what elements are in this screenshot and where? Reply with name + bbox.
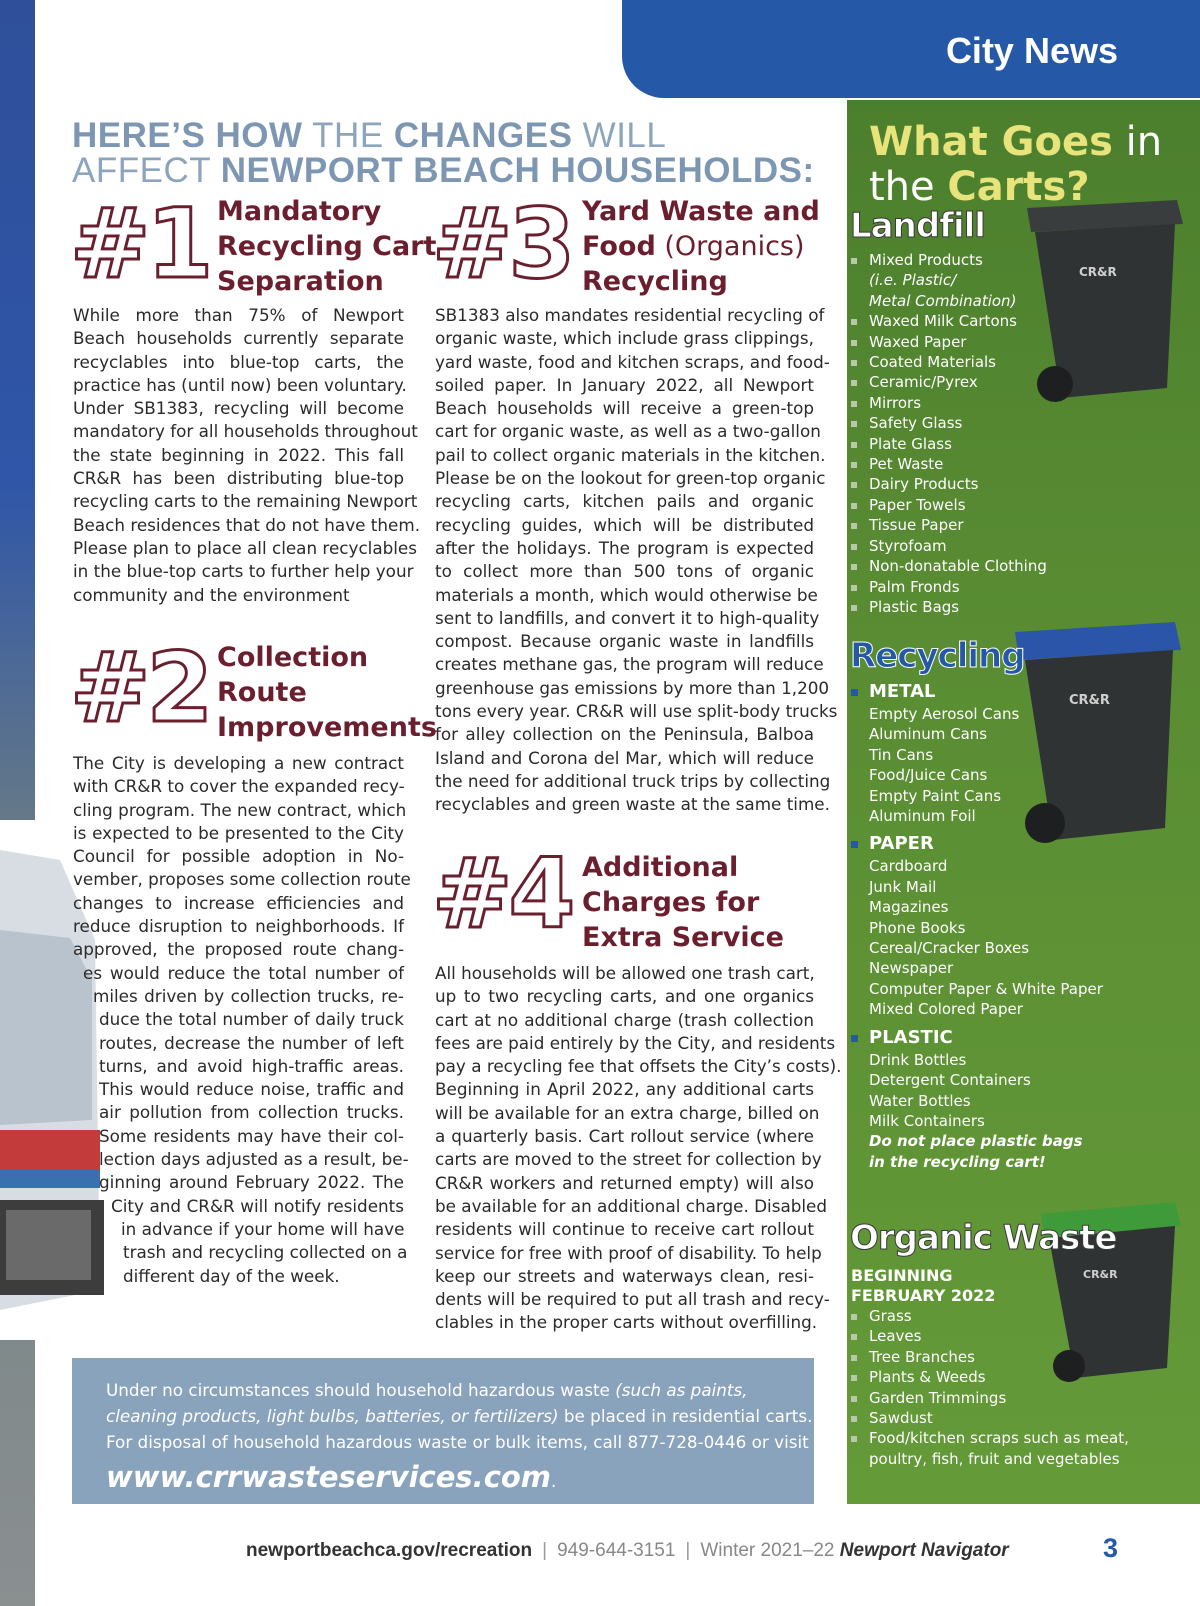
category-subhead [849,832,1103,856]
cart-item-text: Mixed Colored Paper [869,1000,1023,1019]
body-line: recyclables and green waste at the same time. [435,794,830,815]
cart-item-text: Empty Paint Cans [869,786,1002,805]
body-line: routes, decrease the number of left [99,1032,404,1053]
cart-item [849,577,1047,597]
body-line: yard waste, food and kitchen scraps, and food- [435,351,830,372]
left-photo-strip [0,0,35,1606]
bullet-icon [851,442,857,448]
cart-item-text: Ceramic/Pyrex [869,373,978,392]
organic-label: Organic Waste [850,1218,1117,1258]
body-line: miles driven by collection trucks, re- [93,985,404,1006]
bullet-icon [851,564,857,570]
body-line: in advance if your home will have [121,1218,405,1239]
sidebar-title [869,120,1162,210]
cart-item-text: Cardboard [869,857,948,876]
cart-logo: CR&R [1083,1268,1118,1281]
cart-item-text: Metal Combination) [869,291,1017,310]
cart-item [849,1367,1129,1387]
body-line: tons every year. CR&R will use split-body trucks [435,701,838,722]
section-title-1 [217,194,436,299]
body-line: This would reduce noise, traffic and [99,1079,404,1100]
bullet-icon [851,1396,857,1402]
cart-item [849,1347,1129,1367]
headline-part: AFFECT [72,151,221,190]
footer-magazine: Newport Navigator [839,1540,1009,1561]
bullet-icon [851,360,857,366]
category-subhead [849,1026,1103,1050]
cart-item-text: Waxed Paper [869,332,967,351]
body-line: ginning around February 2022. The [99,1172,404,1193]
title-line: Yard Waste and [582,196,820,227]
cart-item [849,495,1047,515]
body-line: Some residents may have their col- [99,1125,404,1146]
title-line: (Organics) [655,231,805,262]
cart-item-text: Water Bottles [869,1091,971,1110]
bullet-icon [851,462,857,468]
cart-item [849,393,1047,413]
bullet-icon [851,1035,858,1042]
body-line: recyclables into blue-top carts, the [73,351,404,372]
section-title-2 [217,640,437,745]
category-subhead [849,680,1103,704]
cart-item [849,291,1047,311]
title-line: Food [582,231,656,262]
body-line: creates methane gas, the program will reduce [435,654,824,675]
page-headline [72,118,832,188]
cart-item [849,786,1103,806]
carts-sidebar [847,100,1200,1504]
bullet-icon [851,544,857,550]
cart-item-text: Milk Containers [869,1111,985,1130]
body-line: pay a recycling fee that offsets the City’s costs). [435,1056,842,1077]
section-title: City News [945,30,1118,71]
cart-item [849,1428,1129,1448]
body-line: compost. Because organic waste in landfills [435,631,814,652]
cart-item-text: Plants & Weeds [869,1368,986,1387]
cart-item-text: Palm Fronds [869,577,960,596]
bullet-icon [851,523,857,529]
body-line: Beach residences that do not have them. [73,514,421,535]
body-line: the need for additional truck trips by collecting [435,770,831,791]
cart-item [849,270,1047,290]
cart-item-text: Dairy Products [869,475,979,494]
bullet-icon [851,689,858,696]
bullet-icon [851,340,857,346]
body-line: up to two recycling carts, and one organics [435,986,814,1007]
cart-item [849,1326,1129,1346]
body-line: es would reduce the total number of [83,962,404,983]
cart-item-text: poultry, fish, fruit and vegetables [869,1449,1120,1468]
body-line: approved, the proposed route chang- [73,939,404,960]
body-line: air pollution from collection trucks. [99,1102,404,1123]
title-line: Mandatory [217,196,382,227]
body-line: changes to increase efficiencies and [73,892,404,913]
title-line: Extra Service [582,922,784,953]
cart-item-text: Tissue Paper [869,516,964,535]
body-line: recycling carts to the remaining Newport [73,491,418,512]
banner-text: (such as paints, [615,1380,748,1400]
cart-item-text: Grass [869,1307,912,1325]
body-line: Under SB1383, recycling will become [73,398,404,419]
bullet-icon [851,585,857,591]
cart-item-text: Cereal/Cracker Boxes [869,939,1030,958]
cart-item [849,515,1047,535]
cart-item [849,745,1103,765]
banner-text: Under no circumstances should household hazardous waste [106,1380,616,1400]
body-line: vember, proposes some collection route [73,869,411,890]
bullet-icon [851,258,857,264]
body-line: different day of the week. [123,1265,340,1286]
sidebar-title-part: What Goes [869,119,1113,165]
body-line: soiled paper. In January 2022, all Newport [435,374,814,395]
body-line: clables in the proper carts without overfilling. [435,1312,818,1333]
cart-item-text: Non-donatable Clothing [869,557,1047,576]
cart-item-text: Aluminum Foil [869,807,976,826]
sidebar-title-part: in [1112,119,1163,165]
cart-item-text: Tin Cans [869,745,934,764]
banner-text: cleaning products, light bulbs, batteries, or fertilizers) [106,1406,559,1426]
title-line: Recycling [582,266,728,297]
organic-start-line: FEBRUARY 2022 [851,1286,996,1305]
cart-item [849,765,1103,785]
body-line: recycling guides, which will be distributed [435,514,814,535]
body-line: to collect more than 500 tons of organic [435,561,814,582]
body-line: All households will be allowed one trash cart, [435,963,815,983]
cart-item [849,979,1103,999]
cart-item [849,724,1103,744]
recycling-list [849,680,1103,1172]
body-line: Beach households will receive a green-top [435,398,814,419]
title-line: Recycling Cart [217,231,437,262]
cart-item-text: Junk Mail [869,877,937,896]
body-line: is expected to be presented to the City [73,822,404,843]
body-line: residents will continue to receive cart rollout [435,1219,814,1240]
bullet-icon [851,1416,857,1422]
cart-item-text: Computer Paper & White Paper [869,979,1103,998]
cart-item [849,311,1047,331]
category-subhead-text: METAL [869,681,936,702]
landfill-list [849,250,1047,617]
bullet-icon [851,319,857,325]
body-line: for alley collection on the Peninsula, Balboa [435,724,814,745]
body-line: keep our streets and waterways clean, resi- [435,1265,814,1286]
cart-item-text: Styrofoam [869,536,947,555]
title-line: Charges for [582,887,760,918]
cart-item [849,372,1047,392]
body-line: Beach households currently separate [73,328,404,349]
body-line: pail to collect organic materials in the kitchen. [435,444,826,465]
banner-text: be placed in residential carts. [558,1406,813,1426]
body-line: materials a month, which would otherwise be [435,584,818,605]
cart-item-text: Coated Materials [869,353,996,372]
bullet-icon [851,380,857,386]
body-line: While more than 75% of Newport [73,305,404,325]
page-number: 3 [1102,1533,1118,1563]
body-line: organic waste, which include grass clippings, [435,328,814,349]
cart-item [849,1050,1103,1070]
section-body-1 [73,304,421,607]
headline-part: WILL [572,116,667,155]
section-number-4: #4 [432,838,572,950]
bullet-icon [851,421,857,427]
footer-url[interactable]: newportbeachca.gov/recreation [246,1540,533,1561]
bullet-icon [851,503,857,509]
cart-item-text: Food/Juice Cans [869,766,988,785]
page-footer [246,1540,1009,1562]
headline-part: HERE’S HOW [72,116,303,155]
cart-item [849,938,1103,958]
cart-item [849,332,1047,352]
section-number-3: #3 [432,188,572,300]
organic-list [849,1306,1129,1469]
title-line: Additional [582,852,739,883]
section-header [622,0,1200,98]
section-body-3 [435,304,838,817]
cart-item [849,999,1103,1019]
cart-item-text: Garden Trimmings [869,1388,1007,1407]
cart-item [849,1152,1103,1172]
cart-item [849,250,1047,270]
hazardous-waste-banner [72,1358,814,1504]
body-line: cling program. The new contract, which [73,799,407,820]
crr-website-link[interactable]: www.crrwasteservices.com [106,1460,552,1494]
body-line: City and CR&R will notify residents [111,1195,404,1216]
title-line: Improvements [217,712,437,743]
body-line: cart at no additional charge (trash collection [435,1009,814,1030]
cart-item-text: Mirrors [869,393,922,412]
body-line: trash and recycling collected on a [123,1242,408,1263]
body-line: service for free with proof of disability. To help [435,1242,822,1263]
body-line: will be available for an extra charge, billed on [435,1102,820,1123]
cart-item [849,1306,1129,1326]
bullet-icon [851,1314,857,1320]
cart-item [849,474,1047,494]
body-line: Please plan to place all clean recyclables [73,537,417,558]
cart-item-text: Leaves [869,1327,922,1346]
body-line: lection days adjusted as a result, be- [99,1149,409,1170]
section-number-1: #1 [70,188,210,300]
footer-phone: 949-644-3151 [557,1540,676,1561]
cart-item [849,958,1103,978]
body-line: turns, and avoid high-traffic areas. [99,1055,404,1076]
recycling-label: Recycling [850,636,1025,676]
body-line: after the holidays. The program is expected [435,537,814,558]
category-subhead-text: PLASTIC [869,1026,953,1048]
body-line: CR&R workers and returned empty) will also [435,1172,814,1193]
cart-item [849,352,1047,372]
cart-item [849,434,1047,454]
bullet-icon [851,482,857,488]
body-line: cart for organic waste, as well as a two-gallon [435,421,821,442]
cart-item-text: Do not place plastic bags [869,1132,1083,1151]
body-line: mandatory for all households throughout [73,421,418,442]
banner-text: For disposal of household hazardous waste or bulk items, call 877-728-0446 or visit [106,1432,809,1452]
cart-item-text: Aluminum Cans [869,725,988,744]
body-line: Island and Corona del Mar, which will reduce [435,747,814,768]
sidebar-title-part: the [869,164,948,210]
sidebar-title-part: Carts? [947,164,1090,210]
cart-item-text: Mixed Products [869,251,983,269]
title-line: Collection [217,642,369,673]
cart-item-text: Safety Glass [869,414,963,433]
cart-item [849,856,1103,876]
cart-item [849,1388,1129,1408]
cart-item [849,1449,1129,1469]
headline-part: THE [302,116,394,155]
body-line: The City is developing a new contract [73,753,404,773]
bullet-icon [851,1375,857,1381]
body-line: dents will be required to put all trash and recy- [435,1289,830,1310]
body-line: SB1383 also mandates residential recycling of [435,305,825,325]
body-line: be available for an additional charge. Disabled [435,1195,828,1216]
cart-item [849,1070,1103,1090]
cart-item-text: Empty Aerosol Cans [869,705,1020,723]
body-line: the state beginning in 2022. This fall [73,444,404,465]
body-line: greenhouse gas emissions by more than 1,200 [435,677,830,698]
cart-logo: CR&R [1079,265,1117,279]
body-line: reduce disruption to neighborhoods. If [73,916,404,937]
cart-item [849,413,1047,433]
section-body-2 [73,752,411,1288]
cart-item-text: Food/kitchen scraps such as meat, [869,1429,1129,1448]
body-line: recycling carts, kitchen pails and organic [435,491,814,512]
body-line: Council for possible adoption in No- [73,846,404,867]
cart-item-text: Sawdust [869,1409,933,1428]
body-line: duce the total number of daily truck [99,1009,404,1030]
cart-item [849,918,1103,938]
bullet-icon [851,841,858,848]
cart-item-text: Detergent Containers [869,1071,1031,1090]
title-line: Separation [217,266,384,297]
section-title-3 [582,194,820,299]
body-line: with CR&R to cover the expanded recy- [73,776,405,797]
body-line: Please be on the lookout for green-top organic [435,468,826,489]
bullet-icon [851,1334,857,1340]
organic-start [851,1266,995,1306]
cart-item [849,454,1047,474]
banner-text: . [551,1471,557,1491]
cart-item [849,1111,1103,1131]
cart-item-text: (i.e. Plastic/ [869,271,957,290]
cart-item-text: Pet Waste [869,455,944,474]
headline-part: CHANGES [393,116,573,155]
organic-start-line: BEGINNING [851,1266,953,1285]
cart-item [849,877,1103,897]
body-line: Beginning in April 2022, any additional carts [435,1079,814,1100]
cart-item-text: Plate Glass [869,434,952,453]
cart-logo: CR&R [1069,693,1110,708]
cart-item [849,1131,1103,1151]
footer-separator: | [542,1540,548,1561]
footer-season: Winter 2021–22 [700,1540,840,1561]
cart-item [849,1408,1129,1428]
cart-item [849,1091,1103,1111]
section-body-4 [435,962,842,1335]
footer-separator: | [685,1540,691,1561]
body-line: practice has (until now) been voluntary. [73,374,407,395]
cart-item-text: Phone Books [869,918,966,937]
title-line: Route [217,677,307,708]
bullet-icon [851,605,857,611]
body-line: a quarterly basis. Cart rollout service (where [435,1126,814,1147]
cart-item [849,556,1047,576]
section-number-2: #2 [70,632,210,744]
cart-item-text: Plastic Bags [869,597,960,616]
cart-item-text: Tree Branches [869,1347,975,1366]
headline-part: NEWPORT BEACH HOUSEHOLDS: [220,151,815,190]
cart-item [849,536,1047,556]
body-line: carts are moved to the street for collection by [435,1149,822,1170]
landfill-label: Landfill [850,206,985,246]
bullet-icon [851,401,857,407]
body-line: fees are paid entirely by the City, and residents [435,1032,836,1053]
bullet-icon [851,1436,857,1442]
cart-item-text: Newspaper [869,959,954,978]
cart-item-text: Magazines [869,898,949,917]
cart-item-text: in the recycling cart! [869,1152,1046,1171]
section-title-4 [582,850,784,955]
cart-item-text: Paper Towels [869,495,966,514]
cart-item [849,897,1103,917]
body-line: sent to landfills, and convert it to high-quality [435,607,820,628]
body-line: CR&R has been distributing blue-top [73,468,404,489]
cart-item [849,806,1103,826]
cart-item [849,704,1103,724]
cart-item-text: Waxed Milk Cartons [869,312,1017,331]
cart-item-text: Drink Bottles [869,1050,967,1069]
body-line: in the blue-top carts to further help your [73,561,414,582]
bullet-icon [851,1355,857,1361]
category-subhead-text: PAPER [869,833,934,855]
cart-item [849,597,1047,617]
body-line: community and the environment [73,584,350,605]
